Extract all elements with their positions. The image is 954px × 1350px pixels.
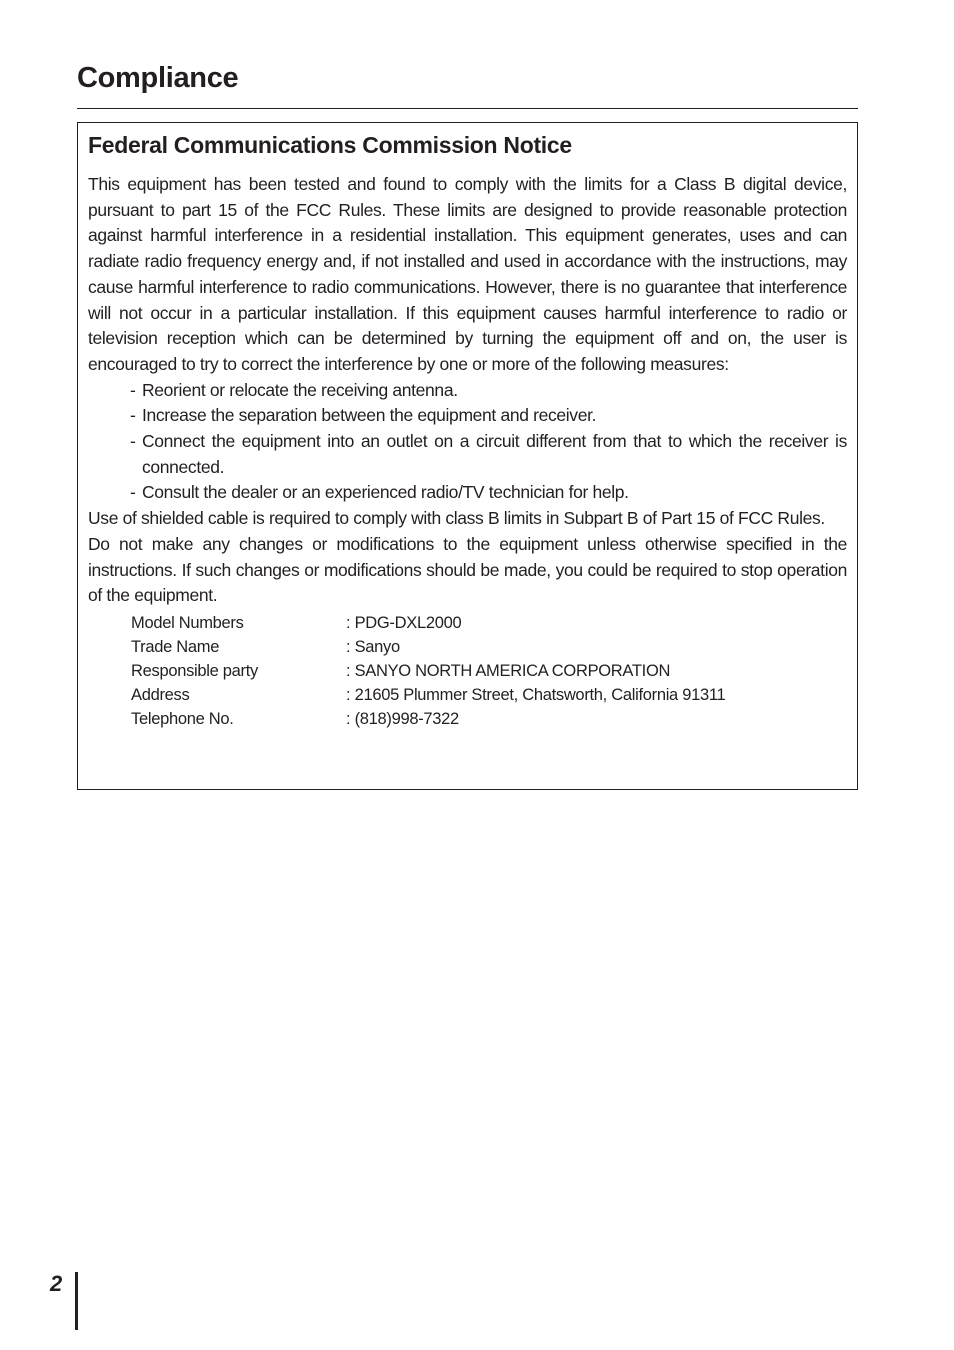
- page-number-bar: [75, 1272, 78, 1330]
- measures-list: [88, 378, 847, 507]
- table-row: [131, 659, 725, 683]
- page-number: 2: [50, 1271, 63, 1296]
- info-value: : PDG-DXL2000: [346, 613, 462, 632]
- info-value: : Sanyo: [346, 637, 400, 656]
- list-dash: -: [130, 379, 136, 400]
- table-row: [131, 707, 725, 731]
- measure-text: Increase the separation between the equipment and receiver.: [142, 405, 597, 426]
- shielded-cable-paragraph: Use of shielded cable is required to comply with class B limits in Subpart B of Part 15 of FCC Rules.: [88, 508, 825, 529]
- page-title: Compliance: [77, 62, 239, 94]
- fcc-notice-heading: Federal Communications Commission Notice: [88, 132, 572, 158]
- table-row: [131, 611, 725, 635]
- info-label: Trade Name: [131, 637, 220, 656]
- info-label: Telephone No.: [131, 709, 234, 728]
- measure-text: Reorient or relocate the receiving antenna.: [142, 379, 458, 400]
- info-label: Address: [131, 685, 190, 704]
- fcc-intro-paragraph: This equipment has been tested and found to comply with the limits for a Class B digital device, pursuant to part 15 of the FCC Rules. These limits are designed to provide reasonable protection against harmful interference in a residential installation. This equipment generates, uses and can radiate radio frequency energy and, if not installed and used in accordance with the instructions, may cause harmful interference to radio communications. However, there is no guarantee that interference will not occur in a particular installation. If this equipment causes harmful interference to radio or television reception which can be determined by turning the equipment off and on, the user is encouraged to try to correct the interference by one or more of the following measures:: [88, 174, 847, 374]
- modifications-paragraph: Do not make any changes or modifications to the equipment unless otherwise specified in the instructions. If such changes or modifications should be made, you could be required to stop operation of the equipment.: [88, 533, 847, 606]
- measure-text: Consult the dealer or an experienced radio/TV technician for help.: [142, 482, 629, 503]
- info-label: Model Numbers: [131, 613, 244, 632]
- info-label: Responsible party: [131, 661, 258, 680]
- table-row: [131, 635, 725, 659]
- info-value: : SANYO NORTH AMERICA CORPORATION: [346, 661, 671, 680]
- list-dash: -: [130, 431, 136, 452]
- list-item: [88, 403, 847, 429]
- product-info-table: [131, 611, 725, 731]
- measure-text: Connect the equipment into an outlet on a circuit different from that to which the receiver is connected.: [142, 431, 847, 477]
- list-dash: -: [130, 482, 136, 503]
- list-item: [88, 378, 847, 404]
- info-value: : 21605 Plummer Street, Chatsworth, California 91311: [346, 685, 726, 704]
- list-item: [88, 480, 847, 506]
- fcc-notice-box: [77, 122, 858, 790]
- table-row: [131, 683, 725, 707]
- list-dash: -: [130, 405, 136, 426]
- fcc-notice-content: [88, 123, 847, 731]
- info-value: : (818)998-7322: [346, 709, 459, 728]
- list-item: [88, 429, 847, 480]
- title-divider: [77, 108, 858, 109]
